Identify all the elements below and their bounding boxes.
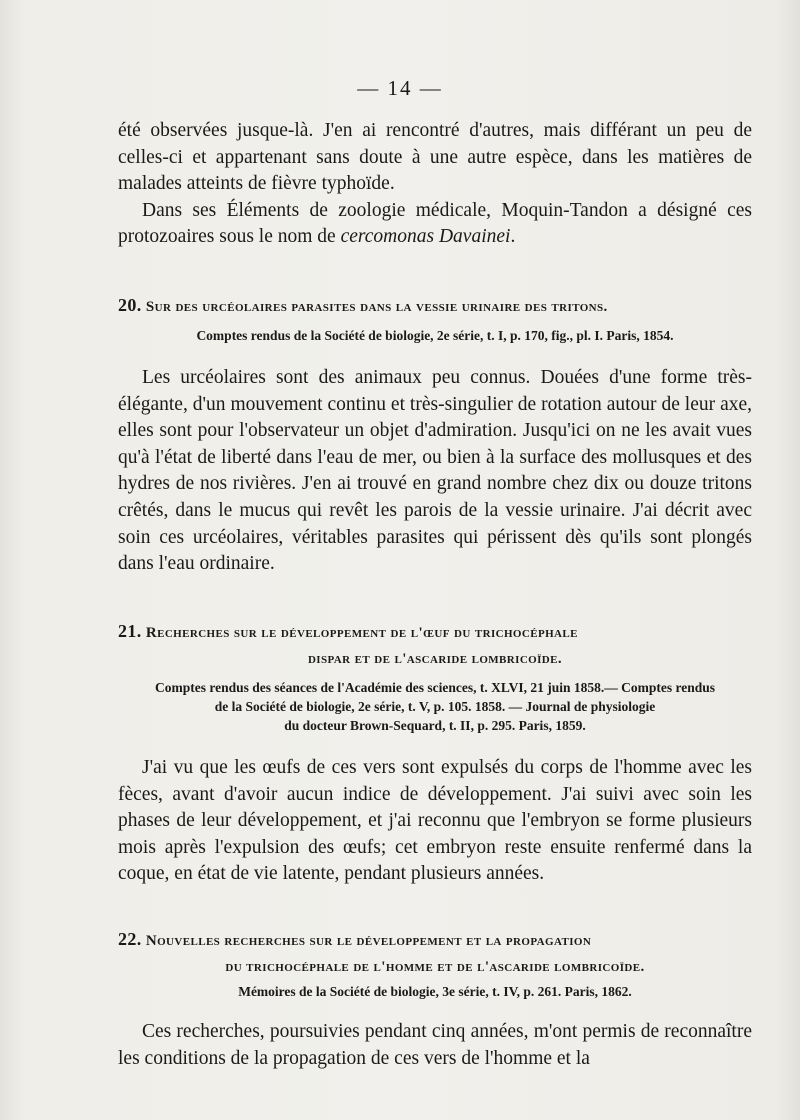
section-22-reference: Mémoires de la Société de biologie, 3e série, t. IV, p. 261. Paris, 1862. (238, 984, 632, 999)
section-20-reference: Comptes rendus de la Société de biologie, 2e série, t. I, p. 170, fig., pl. I. Paris, 1854. (196, 328, 674, 343)
section-21-heading (118, 618, 752, 672)
section-20-title: Sur des urcéolaires parasites dans la vessie urinaire des tritons. (145, 299, 608, 315)
section-20-body-text: Les urcéolaires sont des animaux peu connus. Douées d'une forme très-élégante, d'un mouvement continu et très-singulier de rotation autour de leur axe, elles sont pour l'observateur un objet d'admiration. Jusqu'ici on ne les avait vues qu'à l'état de liberté dans l'eau de mer, ou bien à la surface des mollusques et des hydres de nos rivières. J'en ai trouvé en grand nombre chez dix ou douze tritons crêtés, dans le mucus qui revêt les parois de la vessie urinaire. J'ai décrit avec soin ces urcéolaires, véritables parasites qui périssent dès qu'ils sont plongés dans l'eau ordinaire. (118, 367, 752, 575)
section-22-title-line-2: du trichocéphale de l'homme et de l'ascaride lombricoïde. (225, 959, 645, 975)
species-name: cercomonas Davainei (340, 226, 511, 248)
section-22-title-line-1: Nouvelles recherches sur le développement et la propagation (145, 933, 592, 949)
section-21-number: 21. (118, 621, 142, 641)
intro-p2-text: Dans ses Éléments de zoologie médicale, Moquin-Tandon a désigné ces protozoaires sous le nom de (118, 199, 752, 248)
page-number: — 14 — (357, 76, 443, 100)
intro-block (118, 118, 752, 251)
section-21-ref-line-1: Comptes rendus des séances de l'Académie des sciences, t. XLVI, 21 juin 1858.— Comptes rendus (154, 680, 715, 695)
section-20 (118, 292, 752, 578)
section-22 (118, 926, 752, 1072)
section-20-heading (118, 292, 752, 320)
section-21-body-text: J'ai vu que les œufs de ces vers sont expulsés du corps de l'homme avec les fèces, avant d'avoir aucun indice de développement. J'ai suivi avec soin les phases de leur développement, et j'ai reconnu que l'embryon se forme plusieurs mois après l'expulsion des œufs; cet embryon reste ensuite renfermé dans la coque, en état de vie latente, pendant plusieurs années. (118, 757, 752, 885)
section-21 (118, 618, 752, 888)
intro-paragraph-1: été observées jusque-là. J'en ai rencontré d'autres, mais différant un peu de celles-ci et appartenant sans doute à une autre espèce, dans les matières de malades atteints de fièvre typhoïde. (118, 120, 752, 195)
section-22-heading (118, 926, 752, 980)
intro-p2-end: . (510, 226, 516, 248)
section-21-reference (118, 678, 752, 735)
section-21-ref-line-2: de la Société de biologie, 2e série, t. V, p. 105. 1858. — Journal de physiologie (214, 699, 656, 714)
section-22-body (118, 1019, 752, 1072)
section-21-title-line-2: dispar et de l'ascaride lombricoïde. (307, 651, 563, 667)
section-21-ref-line-3: du docteur Brown-Sequard, t. II, p. 295. Paris, 1859. (284, 718, 586, 733)
section-20-number: 20. (118, 295, 142, 315)
section-21-title-line-1: Recherches sur le développement de l'œuf du trichocéphale (145, 625, 578, 641)
section-22-number: 22. (118, 929, 142, 949)
intro-paragraph-2 (118, 198, 752, 251)
section-20-body (118, 365, 752, 578)
section-22-body-text: Ces recherches, poursuivies pendant cinq années, m'ont permis de reconnaître les conditions de la propagation de ces vers de l'homme et la (118, 1021, 752, 1069)
section-21-body (118, 755, 752, 888)
